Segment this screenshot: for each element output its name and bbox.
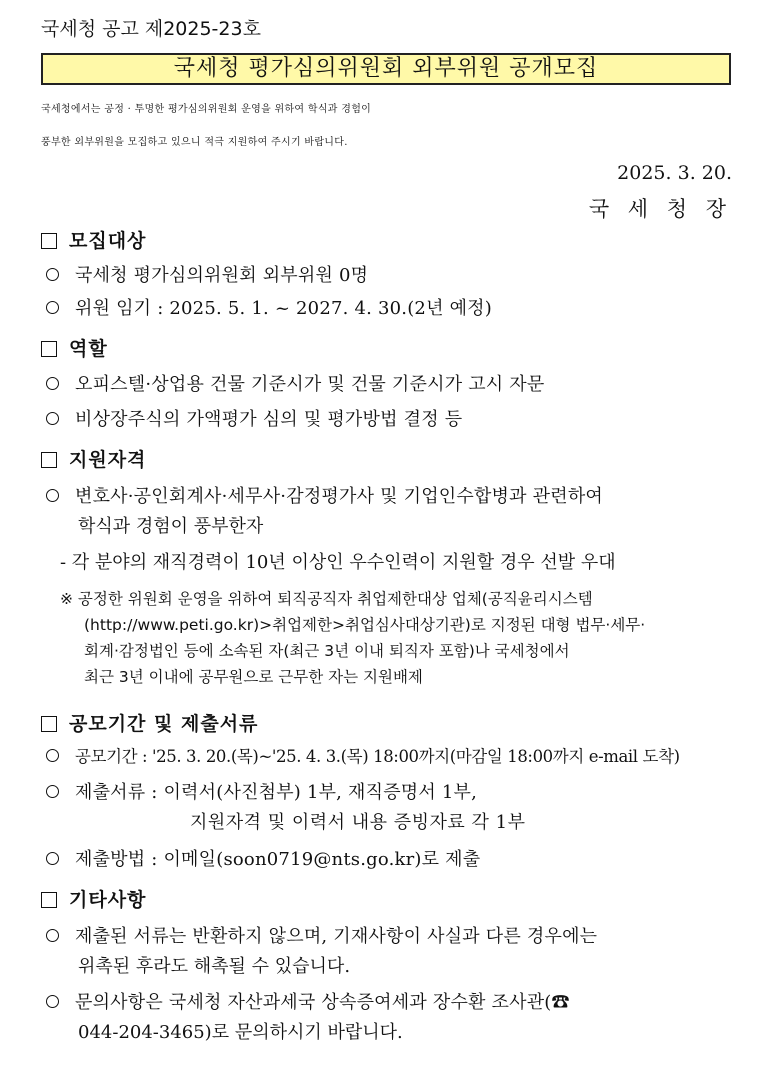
section-heading-qualification <box>41 445 146 472</box>
list-item-text: 제출서류 : 이력서(사진첨부) 1부, 재직증명서 1부, <box>75 782 478 803</box>
list-item <box>46 922 597 948</box>
intro-line: 풍부한 외부위원을 모집하고 있으니 적극 지원하여 주시기 바랍니다. <box>41 137 348 148</box>
list-item <box>46 482 603 508</box>
note-line: 회계·감정법인 등에 소속된 자(최근 3년 이내 퇴직자 포함)나 국세청에서 <box>84 642 570 660</box>
list-item <box>46 778 477 804</box>
checkbox-square-icon <box>41 233 57 249</box>
section-heading-period <box>41 709 258 736</box>
section-heading-label: 모집대상 <box>69 230 147 252</box>
list-item-text: 제출방법 : 이메일(soon0719@nts.go.kr)로 제출 <box>75 849 481 870</box>
list-item <box>46 261 368 287</box>
page-title: 국세청 평가심의위원회 외부위원 공개모집 <box>41 53 731 85</box>
note-line: ※ 공정한 위원회 운영을 위하여 퇴직공직자 취업제한대상 업체(공직윤리시스템 <box>60 590 593 608</box>
list-item-text: 국세청 평가심의위원회 외부위원 0명 <box>75 265 369 286</box>
circle-bullet-icon <box>46 785 59 798</box>
circle-bullet-icon <box>46 412 59 425</box>
circle-bullet-icon <box>46 749 59 762</box>
section-heading-label: 지원자격 <box>69 449 147 471</box>
checkbox-square-icon <box>41 341 57 357</box>
list-item-continuation: 지원자격 및 이력서 내용 증빙자료 각 1부 <box>190 812 526 833</box>
note-line: (http://www.peti.go.kr)>취업제한>취업심사대상기관)로 지정된 대형 법무·세무· <box>84 616 646 634</box>
list-item <box>46 743 680 767</box>
list-item-text: 변호사·공인회계사·세무사·감정평가사 및 기업인수합병과 관련하여 <box>75 486 603 507</box>
section-heading-recruit <box>41 226 146 253</box>
circle-bullet-icon <box>46 995 59 1008</box>
checkbox-square-icon <box>41 716 57 732</box>
intro-line: 국세청에서는 공정 · 투명한 평가심의위원회 운영을 위하여 학식과 경험이 <box>41 104 372 115</box>
section-heading-etc <box>41 885 146 912</box>
section-heading-role <box>41 334 108 361</box>
document-date: 2025. 3. 20. <box>617 162 732 184</box>
list-item <box>46 370 544 396</box>
list-item <box>46 845 480 871</box>
circle-bullet-icon <box>46 489 59 502</box>
circle-bullet-icon <box>46 852 59 865</box>
circle-bullet-icon <box>46 377 59 390</box>
list-item <box>46 988 570 1014</box>
list-item-continuation: 위촉된 후라도 해촉될 수 있습니다. <box>78 956 351 977</box>
list-item-text: 문의사항은 국세청 자산과세국 상속증여세과 장수환 조사관(☎ <box>75 992 570 1013</box>
section-heading-label: 역할 <box>69 338 108 360</box>
circle-bullet-icon <box>46 301 59 314</box>
list-item <box>46 294 492 320</box>
dash-item: - 각 분야의 재직경력이 10년 이상인 우수인력이 지원할 경우 선발 우대 <box>60 552 616 573</box>
list-item-text: 공모기간 : '25. 3. 20.(목)~'25. 4. 3.(목) 18:00까지(마감일 18:00까지 e-mail 도착) <box>75 747 680 766</box>
section-heading-label: 기타사항 <box>69 889 147 911</box>
checkbox-square-icon <box>41 892 57 908</box>
section-heading-label: 공모기간 및 제출서류 <box>69 713 259 735</box>
checkbox-square-icon <box>41 452 57 468</box>
notice-number: 국세청 공고 제2025-23호 <box>41 18 261 40</box>
list-item-text: 위원 임기 : 2025. 5. 1. ~ 2027. 4. 30.(2년 예정) <box>75 298 492 319</box>
list-item-text: 제출된 서류는 반환하지 않으며, 기재사항이 사실과 다른 경우에는 <box>75 926 598 947</box>
list-item-continuation: 학식과 경험이 풍부한자 <box>78 516 264 537</box>
list-item <box>46 405 462 431</box>
signer: 국 세 청 장 <box>588 197 732 221</box>
list-item-continuation: 044-204-3465)로 문의하시기 바랍니다. <box>78 1022 403 1043</box>
note-line: 최근 3년 이내에 공무원으로 근무한 자는 지원배제 <box>84 668 423 686</box>
circle-bullet-icon <box>46 929 59 942</box>
list-item-text: 오피스텔·상업용 건물 기준시가 및 건물 기준시가 고시 자문 <box>75 374 545 395</box>
circle-bullet-icon <box>46 268 59 281</box>
list-item-text: 비상장주식의 가액평가 심의 및 평가방법 결정 등 <box>75 409 463 430</box>
